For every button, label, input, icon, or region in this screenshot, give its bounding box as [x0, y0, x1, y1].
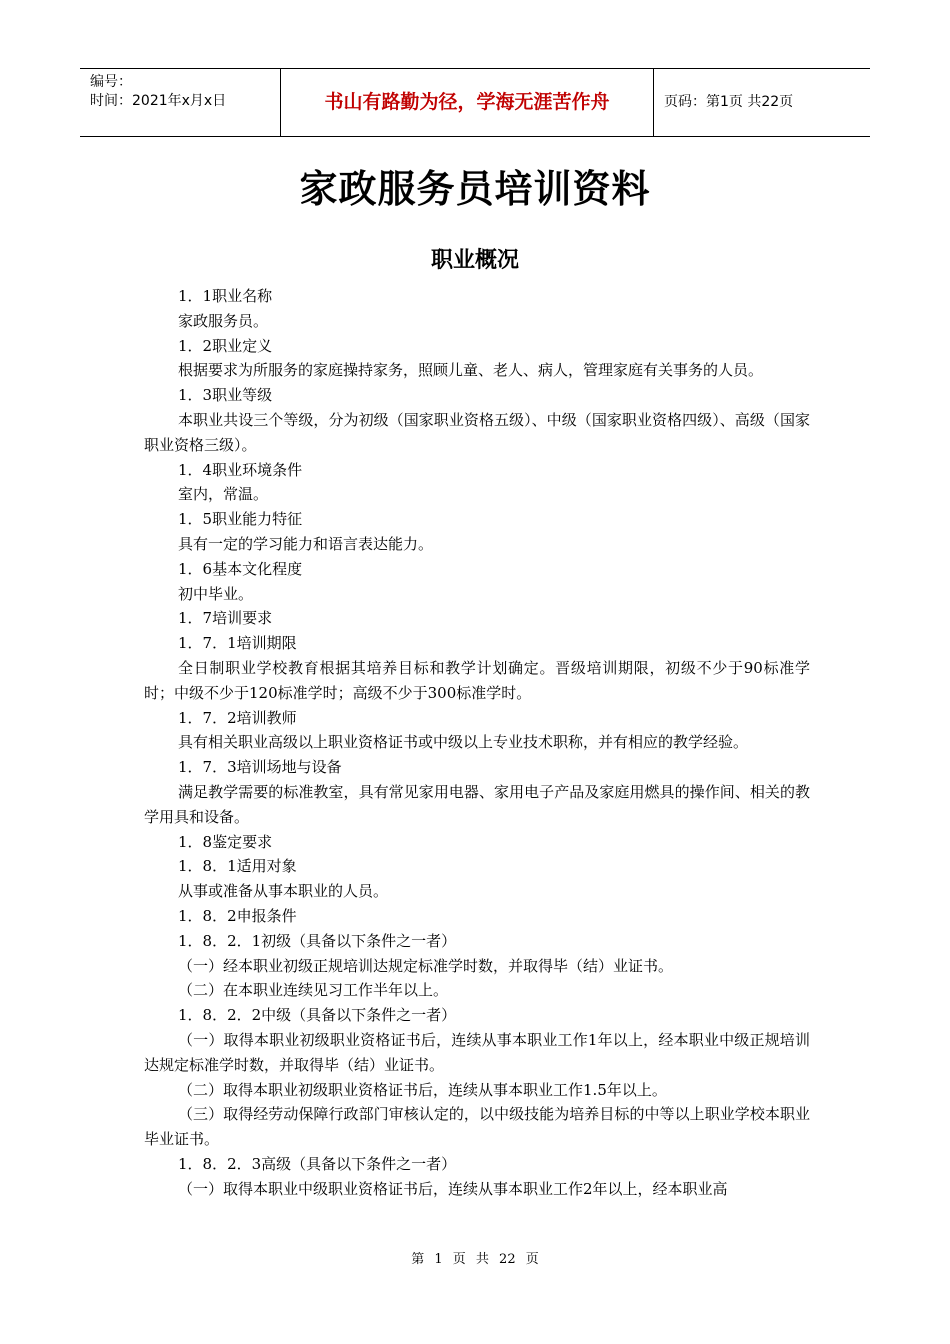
paragraph: 1．8鉴定要求 — [178, 832, 273, 851]
paragraph: 初中毕业。 — [178, 584, 254, 603]
section-title: 职业概况 — [430, 248, 519, 273]
paragraph: 1．6基本文化程度 — [178, 559, 303, 578]
paragraph: 1．8．2．1初级（具备以下条件之一者） — [178, 931, 457, 950]
paragraph: （一）经本职业初级正规培训达规定标准学时数，并取得毕（结）业证书。 — [178, 956, 674, 975]
document-body — [144, 284, 810, 1201]
paragraph: （三）取得经劳动保障行政部门审核认定的，以中级技能为培养目标的中等以上职业学校本职业毕业证书。 — [144, 1105, 810, 1149]
paragraph: 1．5职业能力特征 — [178, 510, 303, 529]
paragraph: 1．1职业名称 — [178, 287, 273, 305]
paragraph: （二）在本职业连续见习工作半年以上。 — [178, 981, 449, 1000]
paragraph: 1．4职业环境条件 — [178, 460, 303, 479]
paragraph: （一）取得本职业初级职业资格证书后，连续从事本职业工作1年以上，经本职业中级正规培训达规定标准学时数，并取得毕（结）业证书。 — [144, 1030, 810, 1074]
paragraph: 1．7．1培训期限 — [178, 634, 297, 653]
page-footer: 第 1 页 共 22 页 — [411, 1252, 539, 1267]
page-header — [80, 68, 870, 137]
paragraph: （二）取得本职业初级职业资格证书后，连续从事本职业工作1.5年以上。 — [178, 1080, 667, 1099]
paragraph: 根据要求为所服务的家庭操持家务，照顾儿童、老人、病人，管理家庭有关事务的人员。 — [178, 361, 764, 380]
date-line: 时间：2021年x月x日 — [90, 93, 227, 109]
paragraph: 1．7培训要求 — [178, 609, 273, 628]
paragraph: 从事或准备从事本职业的人员。 — [178, 882, 389, 901]
code-label: 编号： — [90, 74, 132, 90]
document-title: 家政服务员培训资料 — [299, 167, 651, 211]
paragraph: 1．7．2培训教师 — [178, 708, 297, 727]
paragraph: 家政服务员。 — [178, 311, 269, 330]
paragraph: 全日制职业学校教育根据其培养目标和教学计划确定。晋级培训期限，初级不少于90标准学时；中级不少于120标准学时；高级不少于300标准学时。 — [144, 658, 810, 702]
paragraph: 本职业共设三个等级，分为初级（国家职业资格五级）、中级（国家职业资格四级）、高级（国家职业资格三级）。 — [144, 410, 810, 454]
paragraph: 具有相关职业高级以上职业资格证书或中级以上专业技术职称，并有相应的教学经验。 — [178, 733, 749, 752]
paragraph: 1．8．2申报条件 — [178, 906, 297, 925]
paragraph: 满足教学需要的标准教室，具有常见家用电器、家用电子产品及家庭用燃具的操作间、相关的教学用具和设备。 — [144, 782, 810, 826]
paragraph: 1．7．3培训场地与设备 — [178, 758, 342, 777]
paragraph: 1．8．2．3高级（具备以下条件之一者） — [178, 1154, 457, 1173]
paragraph: 具有一定的学习能力和语言表达能力。 — [178, 534, 434, 553]
paragraph: 1．8．1适用对象 — [178, 857, 297, 876]
header-meta — [80, 69, 281, 136]
paragraph: 1．8．2．2中级（具备以下条件之一者） — [178, 1006, 457, 1025]
paragraph: 1．3职业等级 — [178, 386, 273, 405]
paragraph: 1．2职业定义 — [178, 336, 273, 355]
paragraph: （一）取得本职业中级职业资格证书后，连续从事本职业工作2年以上，经本职业高 — [178, 1179, 728, 1198]
header-motto: 书山有路勤为径，学海无涯苦作舟 — [281, 69, 654, 136]
paragraph: 室内，常温。 — [178, 485, 269, 504]
header-page-info: 页码：第1页 共22页 — [664, 94, 794, 110]
